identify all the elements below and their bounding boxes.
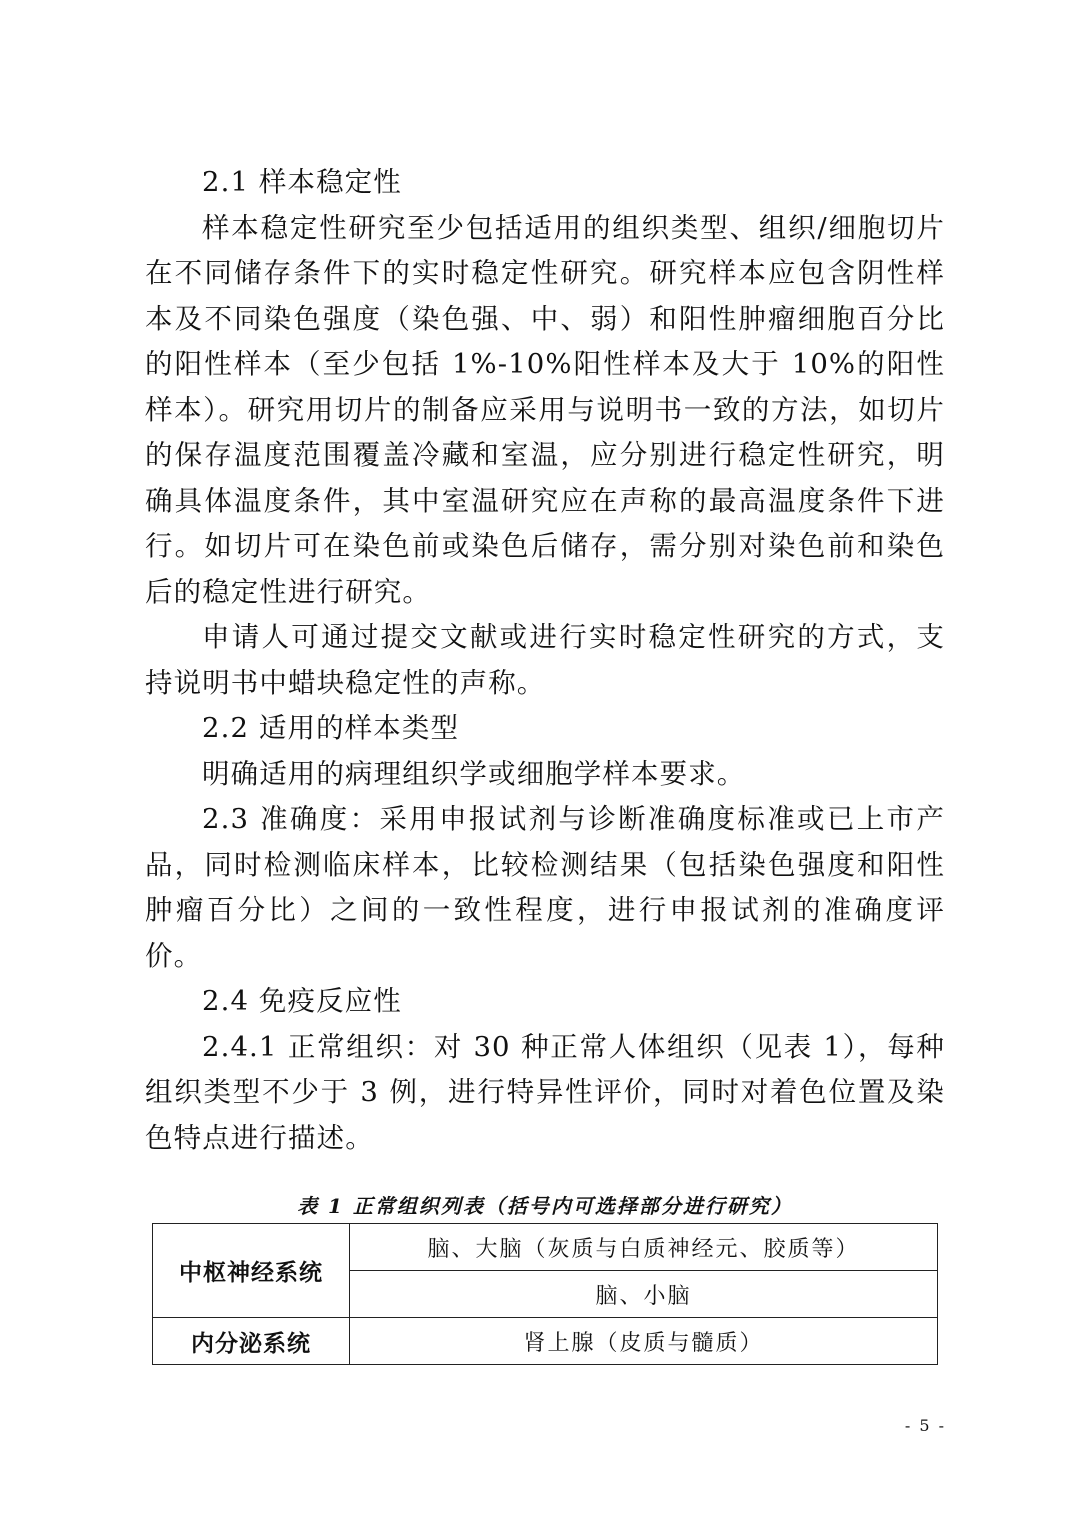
body-text [145, 160, 945, 1161]
paragraph-normal-tissue: 2.4.1 正常组织：对 30 种正常人体组织（见表 1），每种组织类型不少于 3 例，进行特异性评价，同时对着色位置及染色特点进行描述。 [145, 1030, 945, 1154]
table-row [153, 1224, 938, 1271]
system-cell: 内分泌系统 [153, 1318, 350, 1365]
section-heading-2-4: 2.4 免疫反应性 [202, 985, 402, 1017]
page-number: - 5 - [904, 1416, 946, 1435]
table-row [153, 1318, 938, 1365]
section-heading-2-1: 2.1 样本稳定性 [202, 166, 402, 198]
tissue-cell: 脑、大脑（灰质与白质神经元、胶质等） [350, 1224, 938, 1271]
table-caption: 表 1 正常组织列表（括号内可选择部分进行研究） [297, 1194, 793, 1218]
paragraph-accuracy: 2.3 准确度：采用申报试剂与诊断准确度标准或已上市产品，同时检测临床样本，比较检测结果（包括染色强度和阳性肿瘤百分比）之间的一致性程度，进行申报试剂的准确度评价。 [145, 803, 945, 972]
normal-tissue-table [152, 1223, 938, 1365]
paragraph-sample-type: 明确适用的病理组织学或细胞学样本要求。 [202, 757, 746, 790]
paragraph-wax-block-stability: 申请人可通过提交文献或进行实时稳定性研究的方式，支持说明书中蜡块稳定性的声称。 [145, 621, 945, 699]
tissue-cell: 脑、小脑 [350, 1271, 938, 1318]
paragraph-sample-stability: 样本稳定性研究至少包括适用的组织类型、组织/细胞切片在不同储存条件下的实时稳定性研究。研究样本应包含阴性样本及不同染色强度（染色强、中、弱）和阳性肿瘤细胞百分比的阳性样本（至少包括 1%-10%阳性样本及大于 10%的阳性样本）。研究用切片的制备应采用与说明书一致的方法，如切片的保存温度范围覆盖冷藏和室温，应分别进行稳定性研究，明确具体温度条件，其中室温研究应在声称的最高温度条件下进行。如切片可在染色前或染色后储存，需分别对染色前和染色后的稳定性进行研究。 [145, 211, 945, 608]
system-cell: 中枢神经系统 [153, 1224, 350, 1318]
tissue-cell: 肾上腺（皮质与髓质） [350, 1318, 938, 1365]
section-heading-2-2: 2.2 适用的样本类型 [202, 712, 460, 744]
